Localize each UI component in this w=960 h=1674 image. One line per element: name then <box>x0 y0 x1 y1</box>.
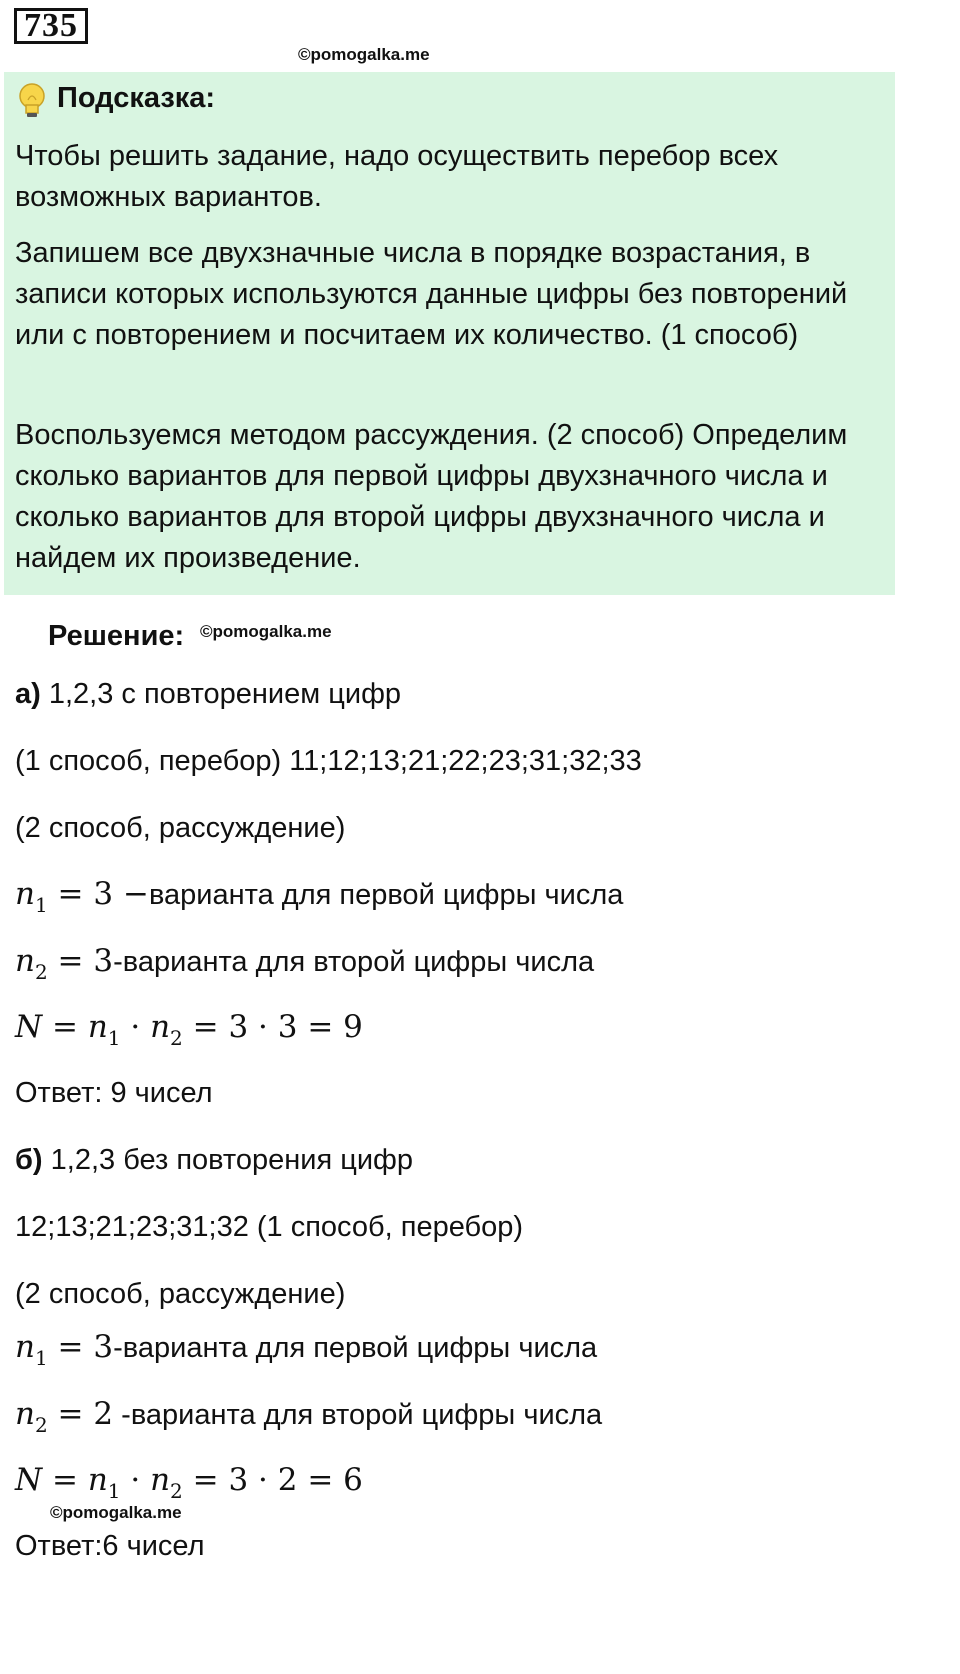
hint-paragraph-2: Запишем все двухзначные числа в порядке возрастания, в записи которых используются данные цифры без повторений или с повторением и посчитаем их количество. (1 способ) <box>15 237 848 351</box>
part-b-product-value: 3 · 2 = 6 <box>228 1462 363 1498</box>
part-a-label: а) <box>15 678 41 710</box>
part-a-method1: (1 способ, перебор) 11;12;13;21;22;23;31;32;33 <box>15 745 642 777</box>
part-b-n1-value: 3 <box>93 1329 114 1365</box>
part-a-n1-line: $n_1 = 3$ −варианта для первой цифры числа <box>15 876 624 917</box>
part-a-product-value: 3 · 3 = 9 <box>228 1009 363 1045</box>
hint-title: Подсказка: <box>57 82 216 114</box>
part-b-n1-text: -варианта для первой цифры числа <box>113 1332 598 1364</box>
part-b-method1: 12;13;21;23;31;32 (1 способ, перебор) <box>15 1211 524 1243</box>
part-a-product: $N = n_1 \cdot n_2 = 3 \cdot 3 = 9$ <box>15 1009 363 1050</box>
part-a-method2: (2 способ, рассуждение) <box>15 812 346 844</box>
part-b-n1-line: $n_1$ = 3-варианта для первой цифры числа <box>15 1329 598 1370</box>
solution-title: Решение: <box>48 620 185 652</box>
watermark-bottom: ©pomogalka.me <box>50 1503 182 1522</box>
part-b-label: б) <box>15 1144 43 1176</box>
part-b-method2: (2 способ, рассуждение) <box>15 1278 346 1310</box>
part-b-n2-value: 2 <box>93 1396 114 1432</box>
part-a-n2-value: 3 <box>93 943 114 979</box>
part-a-condition-text: 1,2,3 с повторением цифр <box>48 678 402 710</box>
part-a-n2-text: -варианта для второй цифры числа <box>113 946 595 978</box>
part-b-condition <box>15 1144 413 1177</box>
part-a-condition <box>15 678 401 711</box>
part-b-answer: Ответ:6 чисел <box>15 1530 205 1562</box>
task-number: 735 <box>14 8 88 44</box>
hint-paragraph-3: Воспользуемся методом рассуждения. (2 способ) Определим сколько вариантов для первой цифры двухзначного числа и сколько вариантов для второй цифры двухзначного числа и найдем их произведение. <box>15 419 848 574</box>
part-a-answer: Ответ: 9 чисел <box>15 1077 213 1109</box>
watermark-middle: ©pomogalka.me <box>200 622 332 641</box>
part-a-n1-text: варианта для первой цифры числа <box>148 879 624 911</box>
part-b-n2-line: $n_2 = 2$ -варианта для второй цифры числа <box>15 1396 603 1437</box>
part-b-product: $N = n_1 \cdot n_2 = 3 \cdot 2 = 6$ <box>15 1462 363 1503</box>
watermark-top: ©pomogalka.me <box>298 45 430 64</box>
part-a-n1-value: 3 <box>93 876 114 912</box>
lightbulb-icon <box>16 82 48 120</box>
part-a-n2-line: $n_2$ = 3-варианта для второй цифры числа <box>15 943 595 984</box>
part-b-condition-text: 1,2,3 без повторения цифр <box>50 1144 414 1176</box>
part-b-n2-text: -варианта для второй цифры числа <box>113 1399 603 1431</box>
hint-paragraph-1: Чтобы решить задание, надо осуществить перебор всех возможных вариантов. <box>15 140 779 213</box>
